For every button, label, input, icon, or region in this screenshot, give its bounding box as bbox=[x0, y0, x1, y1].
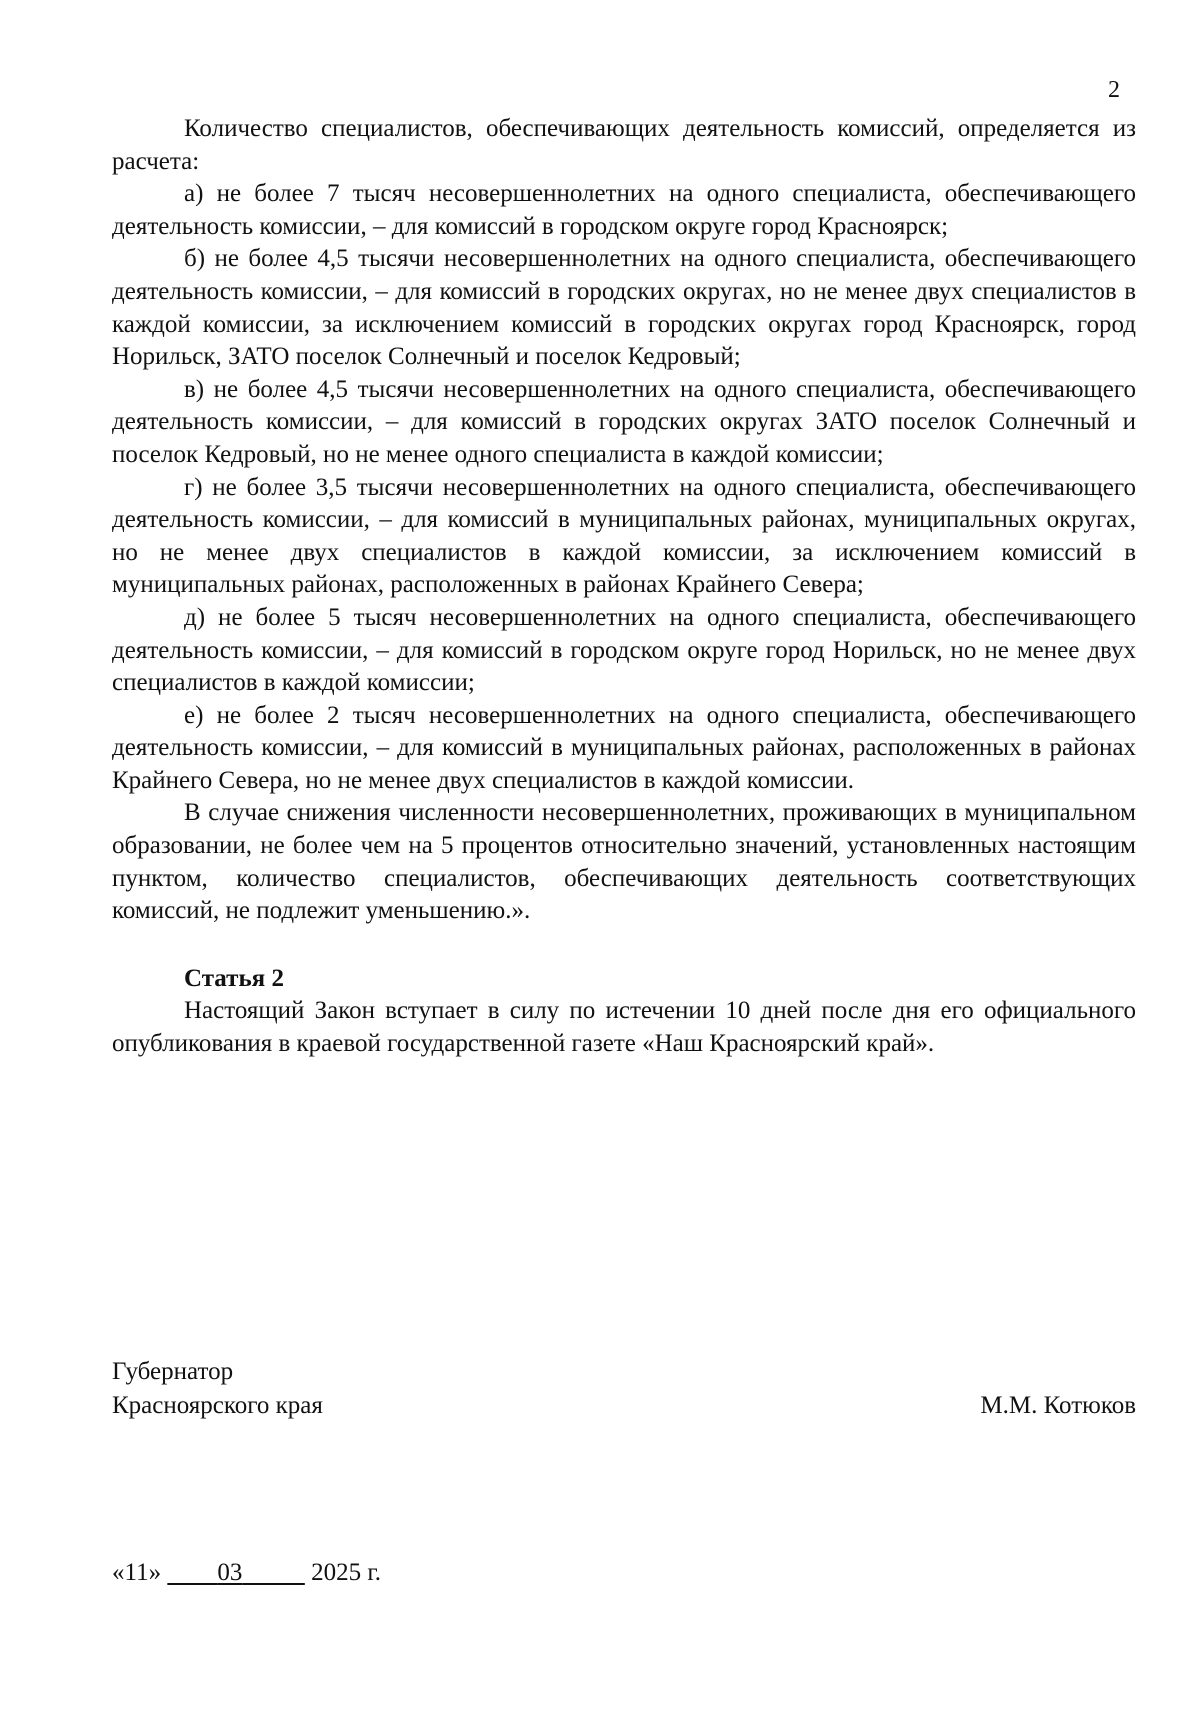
article-2-text: Настоящий Закон вступает в силу по истечении 10 дней после дня его официального опубликования в краевой государственной газете «Наш Красноярский край». bbox=[112, 997, 1136, 1058]
paragraph-reduction: В случае снижения численности несовершеннолетних, проживающих в муниципальном образовании, не более чем на 5 процентов относительно значений, установленных настоящим пунктом, количество специалистов, обеспечивающих деятельность соответствующих комиссий, не подлежит уменьшению.». bbox=[112, 799, 1136, 925]
paragraph-item-g: г) не более 3,5 тысячи несовершеннолетних на одного специалиста, обеспечивающего деятельность комиссии, – для комиссий в муниципальных районах, муниципальных округах, но не менее двух специалистов в каждой комиссии, за исключением комиссий в муниципальных районах, расположенных в районах Крайнего Севера; bbox=[112, 473, 1136, 599]
signing-date bbox=[112, 1556, 381, 1590]
signature-title-line2: Красноярского края bbox=[112, 1392, 323, 1419]
paragraph-item-d: д) не более 5 тысяч несовершеннолетних на одного специалиста, обеспечивающего деятельность комиссии, – для комиссий в городском округе город Норильск, но не менее двух специалистов в каждой комиссии; bbox=[112, 603, 1136, 697]
paragraph-item-v: в) не более 4,5 тысячи несовершеннолетних на одного специалиста, обеспечивающего деятельность комиссии, – для комиссий в городских округах ЗАТО поселок Солнечный и поселок Кедровый, но не менее одного специалиста в каждой комиссии; bbox=[112, 375, 1136, 468]
signature-block bbox=[112, 1355, 1136, 1423]
paragraph-intro: Количество специалистов, обеспечивающих деятельность комиссий, определяется из расчета: bbox=[112, 115, 1136, 175]
date-year: 2025 г. bbox=[311, 1559, 382, 1586]
paragraph-item-a: а) не более 7 тысяч несовершеннолетних на одного специалиста, обеспечивающего деятельность комиссии, – для комиссий в городском округе город Красноярск; bbox=[112, 180, 1136, 240]
article-2-heading: Статья 2 bbox=[184, 964, 284, 992]
document-body bbox=[112, 113, 1136, 1061]
signature-title-line1: Губернатор bbox=[112, 1358, 234, 1385]
signatory-name: М.М. Котюков bbox=[980, 1392, 1136, 1419]
date-day: «11» bbox=[112, 1559, 162, 1586]
page-number: 2 bbox=[1108, 77, 1120, 103]
paragraph-item-b: б) не более 4,5 тысячи несовершеннолетних на одного специалиста, обеспечивающего деятельность комиссии, – для комиссий в городских округах, но не менее двух специалистов в каждой комиссии, за исключением комиссий в городских округах город Красноярск, город Норильск, ЗАТО поселок Солнечный и поселок Кедровый; bbox=[112, 245, 1136, 371]
paragraph-item-e: е) не более 2 тысяч несовершеннолетних на одного специалиста, обеспечивающего деятельность комиссии, – для комиссий в муниципальных районах, расположенных в районах Крайнего Севера, но не менее двух специалистов в каждой комиссии. bbox=[112, 701, 1136, 794]
date-month-blank bbox=[167, 1556, 305, 1590]
date-month: 03 bbox=[217, 1559, 243, 1586]
